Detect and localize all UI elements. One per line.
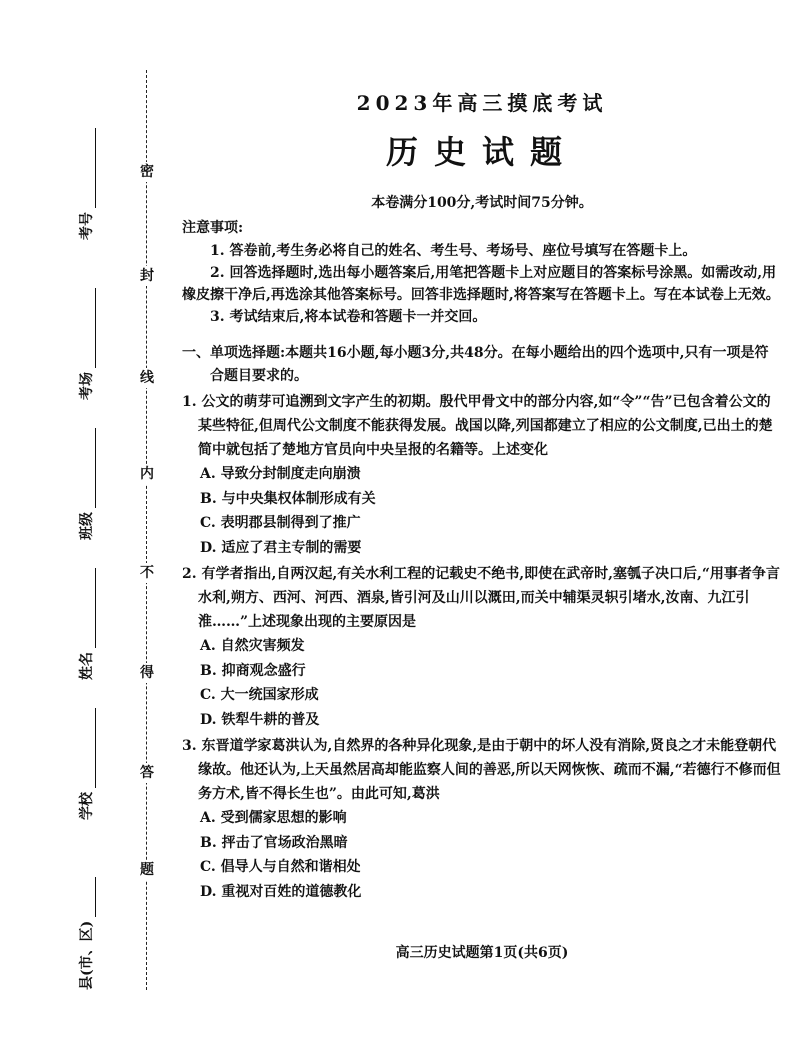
- exam-info: 本卷满分100分,考试时间75分钟。: [371, 195, 593, 211]
- option-a[interactable]: A. 导致分封制度走向崩溃: [200, 466, 361, 482]
- exam-content: [182, 86, 782, 904]
- question-stem: 2. 有学者指出,自两汉起,有关水利工程的记载史不绝书,即使在武帝时,塞瓠子决口后,“用事者争言水利,朔方、西河、河西、酒泉,皆引河及山川以溉田,而关中辅渠灵轵引堵水,汝南、九江引淮……”上述现象出现的主要原因是: [182, 566, 780, 630]
- subject-title: 历史试题: [385, 133, 578, 171]
- seal-dashed-line: [146, 70, 147, 990]
- question-block: [182, 734, 782, 904]
- field-name: 姓名: [76, 568, 96, 680]
- binding-margin: [0, 0, 165, 1041]
- option-list: [182, 634, 782, 732]
- question-block: [182, 562, 782, 732]
- notice-item: 2. 回答选择题时,选出每小题答案后,用笔把答题卡上对应题目的答案标号涂黑。如需改动,用橡皮擦干净后,再选涂其他答案标号。回答非选择题时,将答案写在答题卡上。写在本试卷上无效。: [182, 265, 780, 303]
- seal-char: 不: [136, 563, 158, 583]
- question-stem: 3. 东晋道学家葛洪认为,自然界的各种异化现象,是由于朝中的坏人没有消除,贤良之才未能登朝代缘故。他还认为,上天虽然居高却能监察人间的善恶,所以天网恢恢、疏而不漏,“若德行不修而但务方术,皆不得长生也”。由此可知,葛洪: [182, 738, 781, 802]
- field-exam-number: 考号: [76, 128, 96, 240]
- option-list: [182, 462, 782, 560]
- blank-line[interactable]: [95, 288, 96, 368]
- seal-char: 内: [136, 464, 158, 484]
- notice-item: 3. 考试结束后,将本试卷和答题卡一并交回。: [210, 309, 487, 325]
- field-school: 学校: [76, 708, 96, 820]
- option-c[interactable]: C. 大一统国家形成: [200, 687, 319, 703]
- field-class: 班级: [76, 428, 96, 540]
- notice-item: 1. 答卷前,考生务必将自己的姓名、考生号、考场号、座位号填写在答题卡上。: [210, 243, 697, 259]
- seal-char: 封: [136, 266, 158, 286]
- option-d[interactable]: D. 铁犁牛耕的普及: [200, 711, 320, 728]
- option-a[interactable]: A. 受到儒家思想的影响: [200, 810, 347, 826]
- page-footer: 高三历史试题第1页(共6页): [395, 945, 569, 961]
- option-b[interactable]: B. 与中央集权体制形成有关: [200, 490, 376, 507]
- option-d[interactable]: D. 适应了君主专制的需要: [200, 539, 362, 556]
- seal-char: 线: [136, 368, 158, 388]
- question-block: [182, 390, 782, 560]
- blank-line[interactable]: [95, 568, 96, 648]
- option-c[interactable]: C. 表明郡县制得到了推广: [200, 515, 361, 531]
- blank-line[interactable]: [95, 708, 96, 788]
- option-b[interactable]: B. 抨击了官场政治黑暗: [200, 834, 348, 851]
- option-d[interactable]: D. 重视对百姓的道德教化: [200, 883, 362, 900]
- option-c[interactable]: C. 倡导人与自然和谐相处: [200, 859, 361, 875]
- option-a[interactable]: A. 自然灾害频发: [200, 638, 305, 654]
- seal-char: 题: [136, 860, 158, 880]
- blank-line[interactable]: [95, 128, 96, 208]
- notice-heading: 注意事项:: [182, 220, 244, 236]
- blank-line[interactable]: [95, 877, 96, 917]
- blank-line[interactable]: [95, 428, 96, 508]
- section-heading: 一、单项选择题:本题共16小题,每小题3分,共48分。在每小题给出的四个选项中,只有一项是符合题目要求的。: [182, 345, 769, 384]
- question-stem: 1. 公文的萌芽可追溯到文字产生的初期。殷代甲骨文中的部分内容,如“令”“告”已包含着公文的某些特征,但周代公文制度不能获得发展。战国以降,列国都建立了相应的公文制度,已出土的楚简中就包括了楚地方官员向中央呈报的名籍等。上述变化: [182, 394, 773, 458]
- seal-char: 得: [136, 663, 158, 683]
- seal-char: 密: [136, 162, 158, 182]
- option-b[interactable]: B. 抑商观念盛行: [200, 662, 306, 679]
- seal-char: 答: [136, 763, 158, 783]
- option-list: [182, 806, 782, 904]
- field-exam-room: 考场: [76, 288, 96, 400]
- field-county: 县(市、区): [76, 877, 96, 990]
- exam-title: 2023年高三摸底考试: [356, 91, 608, 115]
